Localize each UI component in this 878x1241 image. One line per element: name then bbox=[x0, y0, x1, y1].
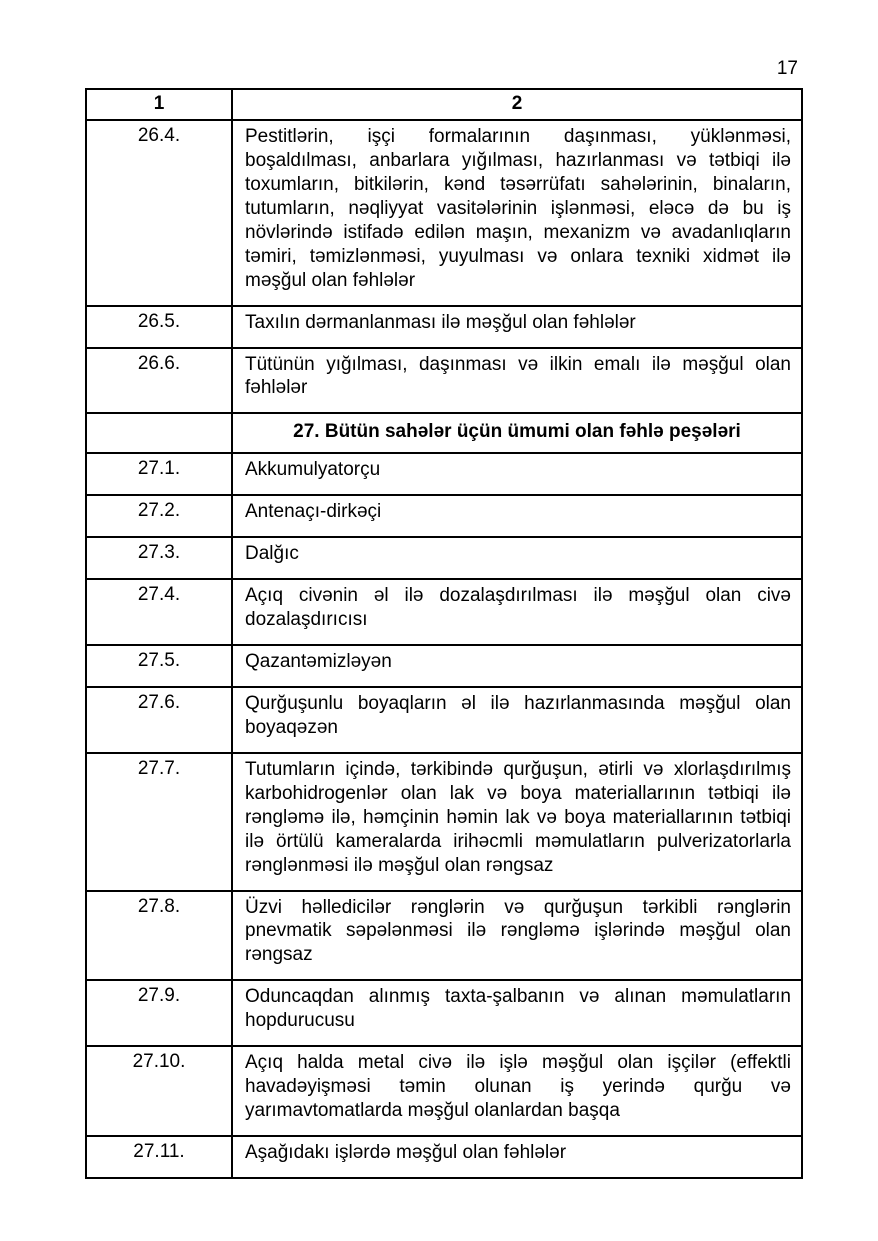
row-number-cell: 27.7. bbox=[86, 753, 232, 891]
row-text-cell: Açıq civənin əl ilə dozalaşdırılması ilə məşğul olan civə dozalaşdırıcısı bbox=[232, 579, 802, 645]
row-number-cell: 27.3. bbox=[86, 537, 232, 579]
row-number-cell: 27.11. bbox=[86, 1136, 232, 1178]
row-text-cell: Tütünün yığılması, daşınması və ilkin emalı ilə məşğul olan fəhlələr bbox=[232, 348, 802, 414]
row-text-cell: Qazantəmizləyən bbox=[232, 645, 802, 687]
table-body bbox=[86, 120, 802, 1178]
table-row bbox=[86, 579, 802, 645]
table-row bbox=[86, 120, 802, 306]
table-row bbox=[86, 753, 802, 891]
table-row bbox=[86, 980, 802, 1046]
row-text-cell: Aşağıdakı işlərdə məşğul olan fəhlələr bbox=[232, 1136, 802, 1178]
row-number-cell: 27.4. bbox=[86, 579, 232, 645]
row-text-cell: Taxılın dərmanlanması ilə məşğul olan fəhlələr bbox=[232, 306, 802, 348]
row-text-cell: Antenaçı-dirkəçi bbox=[232, 495, 802, 537]
table-row bbox=[86, 891, 802, 981]
occupations-table bbox=[85, 88, 803, 1179]
table-row bbox=[86, 537, 802, 579]
row-text-cell: Pestitlərin, işçi formalarının daşınması, yüklənməsi, boşaldılması, anbarlara yığılması, hazırlanması və tətbiqi ilə toxumların, bitkilərin, kənd təsərrüfatı sahələrinin, binaların, tutumların, nəqliyyat vasitələrinin işlənməsi, eləcə də bu iş növlərində istifadə edilən maşın, mexanizm və avadanlıqların təmiri, təmizlənməsi, yuyulması və onlara texniki xidmət ilə məşğul olan fəhlələr bbox=[232, 120, 802, 306]
table-row bbox=[86, 453, 802, 495]
table-row bbox=[86, 413, 802, 453]
row-number-cell: 26.5. bbox=[86, 306, 232, 348]
row-text-cell: Üzvi həlledicilər rənglərin və qurğuşun tərkibli rənglərin pnevmatik səpələnməsi ilə rəngləmə işlərində məşğul olan rəngsaz bbox=[232, 891, 802, 981]
row-text-cell: Akkumulyatorçu bbox=[232, 453, 802, 495]
row-text-cell: Açıq halda metal civə ilə işlə məşğul olan işçilər (effektli havadəyişməsi təmin olunan iş yerində qurğu və yarımavtomatlarda məşğul olanlardan başqa bbox=[232, 1046, 802, 1136]
table-row bbox=[86, 645, 802, 687]
row-number-cell bbox=[86, 413, 232, 453]
section-title-cell: 27. Bütün sahələr üçün ümumi olan fəhlə peşələri bbox=[232, 413, 802, 453]
table-row bbox=[86, 495, 802, 537]
page-number: 17 bbox=[776, 58, 798, 79]
row-text-cell: Qurğuşunlu boyaqların əl ilə hazırlanmasında məşğul olan boyaqəzən bbox=[232, 687, 802, 753]
row-number-cell: 27.6. bbox=[86, 687, 232, 753]
column-header-1: 1 bbox=[86, 89, 232, 120]
row-number-cell: 27.5. bbox=[86, 645, 232, 687]
table-row bbox=[86, 348, 802, 414]
table-header-row bbox=[86, 89, 802, 120]
row-number-cell: 27.9. bbox=[86, 980, 232, 1046]
row-text-cell: Tutumların içində, tərkibində qurğuşun, ətirli və xlorlaşdırılmış karbohidrogenlər olan lak və boya materiallarının tətbiqi ilə rəngləmə ilə, həmçinin həmin lak və boya materiallarının tətbiqi ilə örtülü kameralarda irihəcmli məmulatların pulverizatorlarla rənglənməsi ilə məşğul olan rəngsaz bbox=[232, 753, 802, 891]
table-row bbox=[86, 1046, 802, 1136]
row-number-cell: 27.1. bbox=[86, 453, 232, 495]
row-text-cell: Oduncaqdan alınmış taxta-şalbanın və alınan məmulatların hopdurucusu bbox=[232, 980, 802, 1046]
column-header-2: 2 bbox=[232, 89, 802, 120]
row-number-cell: 27.8. bbox=[86, 891, 232, 981]
row-number-cell: 27.10. bbox=[86, 1046, 232, 1136]
table-row bbox=[86, 306, 802, 348]
table-row bbox=[86, 1136, 802, 1178]
row-number-cell: 26.6. bbox=[86, 348, 232, 414]
row-text-cell: Dalğıc bbox=[232, 537, 802, 579]
row-number-cell: 27.2. bbox=[86, 495, 232, 537]
row-number-cell: 26.4. bbox=[86, 120, 232, 306]
table-row bbox=[86, 687, 802, 753]
